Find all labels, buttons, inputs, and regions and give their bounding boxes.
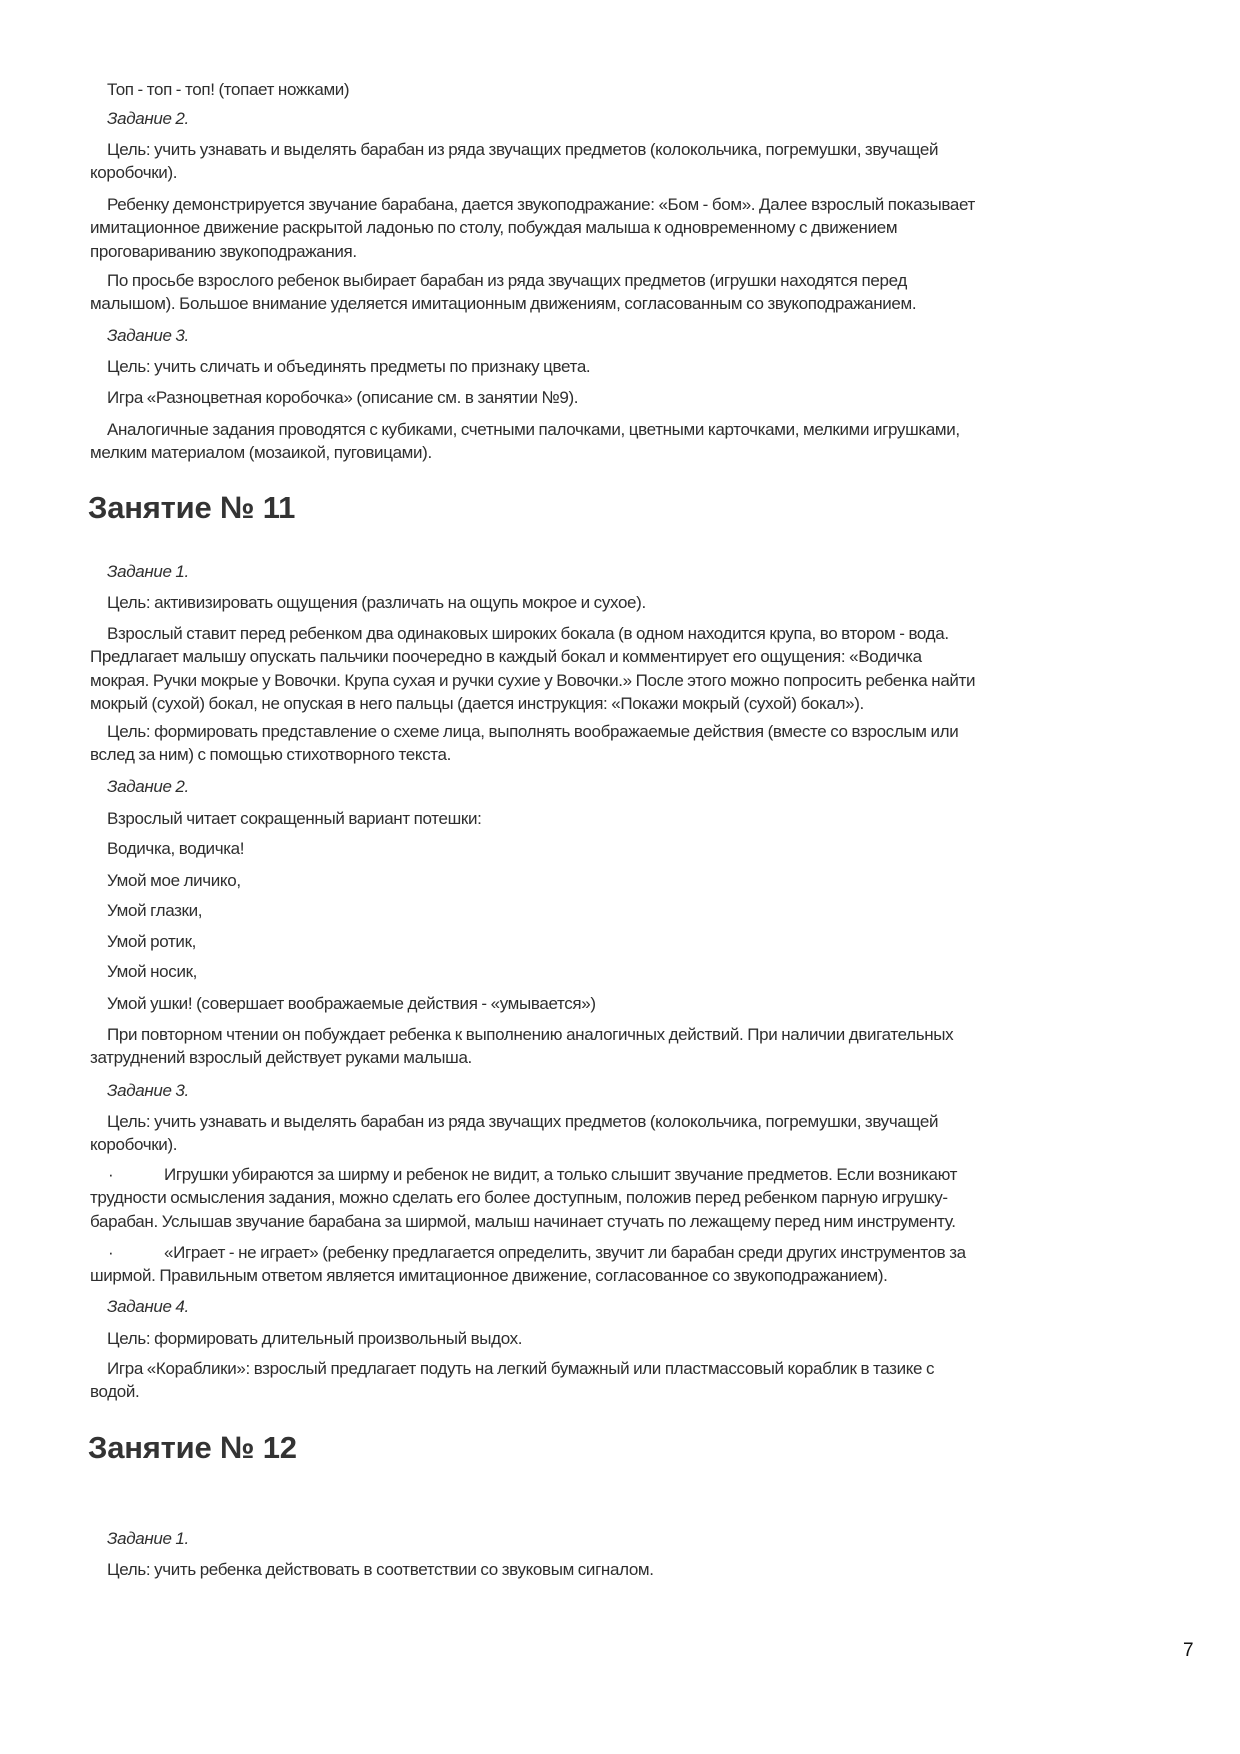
paragraph-line: водой.: [90, 1382, 140, 1402]
paragraph-line: Аналогичные задания проводятся с кубиками, счетными палочками, цветными карточками, мелкими игрушками,: [107, 420, 960, 439]
paragraph-line: Водичка, водичка!: [107, 839, 245, 858]
paragraph-line: Цель: учить узнавать и выделять барабан из ряда звучащих предметов (колокольчика, погремушки, звучащей: [107, 140, 939, 159]
paragraph-line: мокрая. Ручки мокрые у Вовочки. Крупа сухая и ручки сухие у Вовочки.» После этого можно попросить ребенка найти: [90, 670, 976, 690]
section-heading: Занятие № 12: [88, 1430, 297, 1465]
paragraph-line: Топ - топ - топ! (топает ножками): [107, 80, 350, 99]
paragraph-line: По просьбе взрослого ребенок выбирает барабан из ряда звучащих предметов (игрушки находятся перед: [107, 271, 907, 290]
paragraph-line: Умой ушки! (совершает воображаемые действия - «умывается»): [107, 994, 596, 1013]
paragraph-line: Взрослый читает сокращенный вариант потешки:: [107, 809, 482, 828]
paragraph-line: имитационное движение раскрытой ладонью по столу, побуждая малыша к одновременному с движением: [90, 218, 898, 238]
task-label: Задание 1.: [107, 1529, 189, 1548]
paragraph-line: малышом). Большое внимание уделяется имитационным движениям, согласованным со звукоподражанием.: [90, 294, 917, 314]
bullet-paragraph-line: барабан. Услышав звучание барабана за ширмой, малыш начинает стучать по лежащему перед ним инструменту.: [90, 1211, 956, 1231]
task-label: Задание 2.: [107, 109, 189, 128]
bullet-icon: ·: [108, 1165, 114, 1184]
task-label: Задание 4.: [107, 1297, 189, 1316]
page-number: 7: [1183, 1640, 1194, 1661]
paragraph-line: Цель: активизировать ощущения (различать на ощупь мокрое и сухое).: [107, 593, 646, 612]
bullet-paragraph-line: ширмой. Правильным ответом является имитационное движение, согласованное со звукоподражанием).: [90, 1266, 888, 1286]
paragraph-line: Умой ротик,: [107, 932, 197, 951]
bullet-icon: ·: [108, 1243, 114, 1262]
paragraph-line: При повторном чтении он побуждает ребенка к выполнению аналогичных действий. При наличии двигательных: [107, 1025, 954, 1044]
paragraph-line: затруднений взрослый действует руками малыша.: [90, 1048, 472, 1068]
paragraph-line: вслед за ним) с помощью стихотворного текста.: [90, 745, 452, 765]
paragraph-line: Цель: учить сличать и объединять предметы по признаку цвета.: [107, 357, 591, 376]
bullet-paragraph-line: трудности осмысления задания, можно сделать его более доступным, положив перед ребенком парную игрушку-: [90, 1188, 948, 1208]
paragraph-line: Игра «Кораблики»: взрослый предлагает подуть на легкий бумажный или пластмассовый кораблик в тазике с: [107, 1359, 935, 1378]
paragraph-line: мелким материалом (мозаикой, пуговицами).: [90, 443, 432, 463]
paragraph-line: Умой глазки,: [107, 901, 203, 920]
paragraph-line: Цель: формировать длительный произвольный выдох.: [107, 1329, 523, 1348]
paragraph-line: Цель: формировать представление о схеме лица, выполнять воображаемые действия (вместе со взрослым или: [107, 722, 959, 741]
paragraph-line: коробочки).: [90, 1135, 178, 1155]
bullet-paragraph-line: Игрушки убираются за ширму и ребенок не видит, а только слышит звучание предметов. Если возникают: [164, 1165, 958, 1184]
task-label: Задание 3.: [107, 326, 189, 345]
paragraph-line: мокрый (сухой) бокал, не опуская в него пальцы (дается инструкция: «Покажи мокрый (сухой) бокал»).: [90, 693, 864, 713]
paragraph-line: Цель: учить узнавать и выделять барабан из ряда звучащих предметов (колокольчика, погремушки, звучащей: [107, 1112, 939, 1131]
paragraph-line: Ребенку демонстрируется звучание барабана, дается звукоподражание: «Бом - бом». Далее взрослый показывает: [107, 195, 975, 214]
task-label: Задание 3.: [107, 1081, 189, 1100]
paragraph-line: проговариванию звукоподражания.: [90, 241, 357, 261]
task-label: Задание 1.: [107, 562, 189, 581]
paragraph-line: Цель: учить ребенка действовать в соответствии со звуковым сигналом.: [107, 1560, 654, 1579]
paragraph-line: коробочки).: [90, 163, 178, 183]
paragraph-line: Предлагает малышу опускать пальчики поочередно в каждый бокал и комментирует его ощущения: «Водичка: [90, 647, 922, 667]
bullet-paragraph-line: «Играет - не играет» (ребенку предлагается определить, звучит ли барабан среди других инструментов за: [164, 1243, 966, 1262]
paragraph-line: Умой носик,: [107, 962, 198, 981]
paragraph-line: Взрослый ставит перед ребенком два одинаковых широких бокала (в одном находится крупа, во втором - вода.: [107, 624, 949, 643]
paragraph-line: Игра «Разноцветная коробочка» (описание см. в занятии №9).: [107, 388, 579, 407]
task-label: Задание 2.: [107, 777, 189, 796]
section-heading: Занятие № 11: [88, 490, 296, 525]
paragraph-line: Умой мое личико,: [107, 871, 241, 890]
